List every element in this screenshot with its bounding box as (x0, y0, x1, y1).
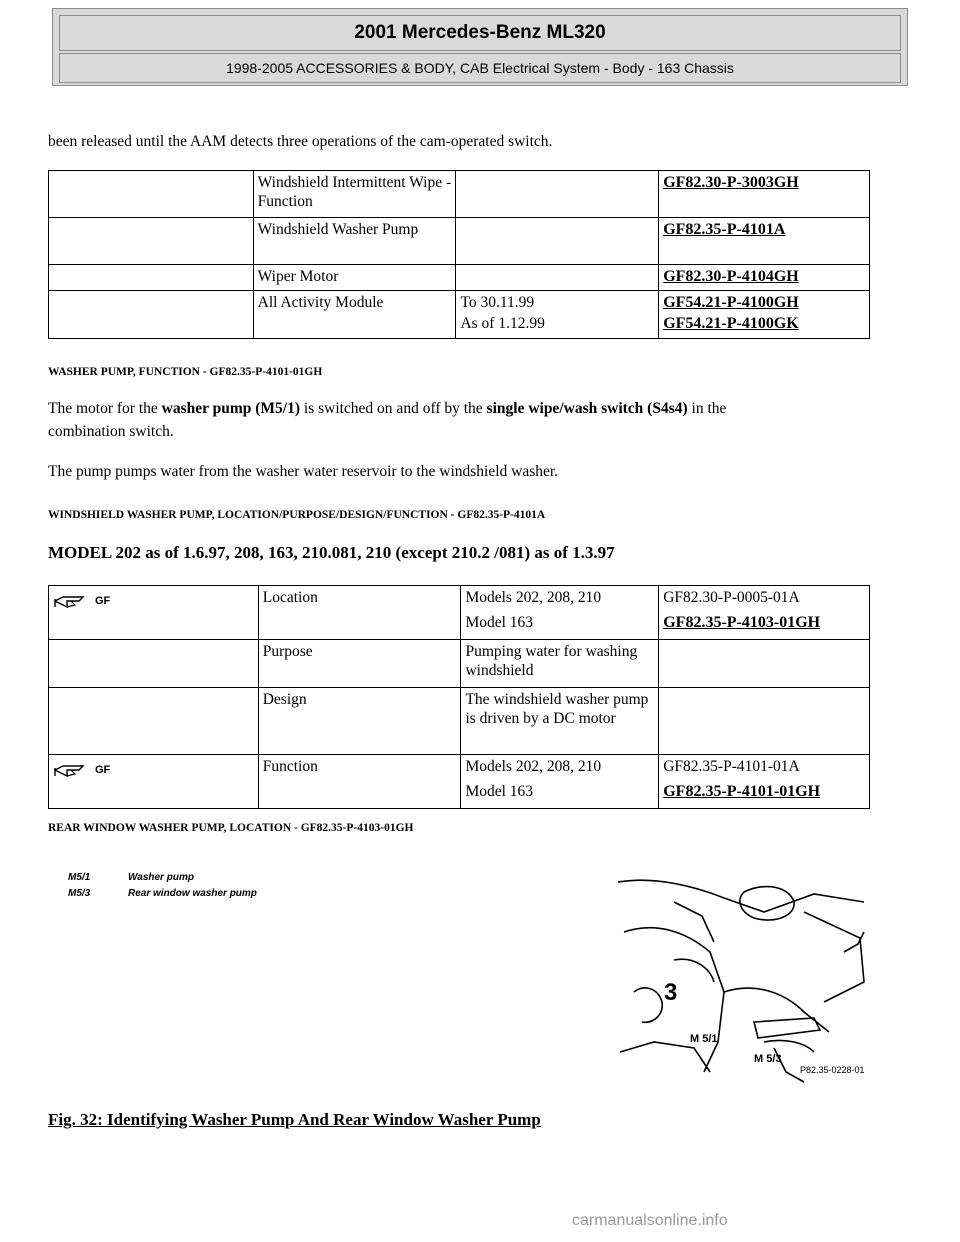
related-docs-table (48, 170, 870, 339)
intro-text: been released until the AAM detects three operations of the cam-operated switch. (48, 133, 553, 150)
figure-caption[interactable]: Fig. 32: Identifying Washer Pump And Rear Window Washer Pump (48, 1110, 541, 1129)
table-row (49, 265, 870, 291)
row-condition (456, 265, 659, 291)
pump-info-table (48, 585, 870, 809)
cell-design-label: Design (258, 688, 461, 755)
doc-link[interactable]: GF54.21-P-4100GK (663, 315, 799, 332)
table-row-function: GF Function Models 202, 208, 210 Model 163 GF82.35-P-4101-01A GF82.35-P-4101-01GH (49, 755, 870, 809)
doc-link[interactable]: GF82.35-P-4101-01GH (663, 783, 821, 800)
doc-link[interactable]: GF82.35-P-4101A (663, 221, 786, 238)
callout-number: 3 (664, 979, 678, 1006)
doc-link[interactable]: GF54.21-P-4100GH (663, 294, 799, 311)
cell-function-label: Function (258, 755, 461, 809)
model-heading: MODEL 202 as of 1.6.97, 208, 163, 210.081, 210 (except 210.2 /081) as of 1.3.97 (48, 543, 615, 562)
table-row-design (49, 688, 870, 755)
gf-pointer-icon[interactable]: GF (53, 761, 110, 780)
table-row (49, 218, 870, 265)
doc-ref: GF82.35-P-4101-01A (663, 758, 800, 775)
cell-purpose-label: Purpose (258, 640, 461, 688)
header-subtitle: 1998-2005 ACCESSORIES & BODY, CAB Electrical System - Body - 163 Chassis (59, 53, 901, 83)
paragraph-1: The motor for the washer pump (M5/1) is switched on and off by the single wipe/wash switch (S4s4) in the (48, 400, 727, 417)
row-condition (456, 171, 659, 218)
paragraph-2: The pump pumps water from the washer water reservoir to the windshield washer. (48, 463, 559, 480)
section-heading-rear-pump: REAR WINDOW WASHER PUMP, LOCATION - GF82.35-P-4103-01GH (48, 822, 414, 834)
page-header (52, 8, 908, 86)
row-name: Wiper Motor (253, 265, 456, 291)
table-row-location: GF Location Models 202, 208, 210 Model 163 GF82.30-P-0005-01A GF82.35-P-4103-01GH (49, 586, 870, 640)
table-row (49, 291, 870, 339)
section-heading-washer-pump: WASHER PUMP, FUNCTION - GF82.35-P-4101-01GH (48, 366, 323, 378)
doc-link[interactable]: GF82.30-P-4104GH (663, 268, 799, 285)
row-condition (456, 218, 659, 265)
figure-id: P82.35-0228-01 (800, 1065, 865, 1075)
cell-location-label: Location (258, 586, 461, 640)
callout-m51: M 5/1 (690, 1033, 718, 1045)
row-name: All Activity Module (253, 291, 456, 339)
row-condition-2: As of 1.12.99 (460, 315, 545, 332)
cell-design-text: The windshield washer pump is driven by a DC motor (461, 688, 659, 755)
figure-32 (48, 858, 870, 1088)
row-condition: To 30.11.99 (460, 294, 535, 311)
table-row-purpose (49, 640, 870, 688)
doc-link[interactable]: GF82.35-P-4103-01GH (663, 614, 821, 631)
doc-link[interactable]: GF82.30-P-3003GH (663, 174, 799, 191)
callout-m53: M 5/3 (754, 1053, 782, 1065)
row-name: Windshield Intermittent Wipe - Function (253, 171, 456, 218)
watermark: carmanualsonline.info (572, 1212, 728, 1229)
paragraph-1-cont: combination switch. (48, 423, 174, 440)
row-name: Windshield Washer Pump (253, 218, 456, 265)
engine-bay-illustration (614, 872, 870, 1088)
figure-legend: M5/1 Washer pump M5/3 Rear window washer pump (68, 872, 257, 899)
header-title: 2001 Mercedes-Benz ML320 (59, 15, 901, 51)
table-row (49, 171, 870, 218)
gf-pointer-icon[interactable]: GF (53, 592, 110, 611)
doc-ref: GF82.30-P-0005-01A (663, 589, 800, 606)
cell-purpose-text: Pumping water for washing windshield (461, 640, 659, 688)
section-heading-windshield-pump: WINDSHIELD WASHER PUMP, LOCATION/PURPOSE/DESIGN/FUNCTION - GF82.35-P-4101A (48, 509, 546, 521)
